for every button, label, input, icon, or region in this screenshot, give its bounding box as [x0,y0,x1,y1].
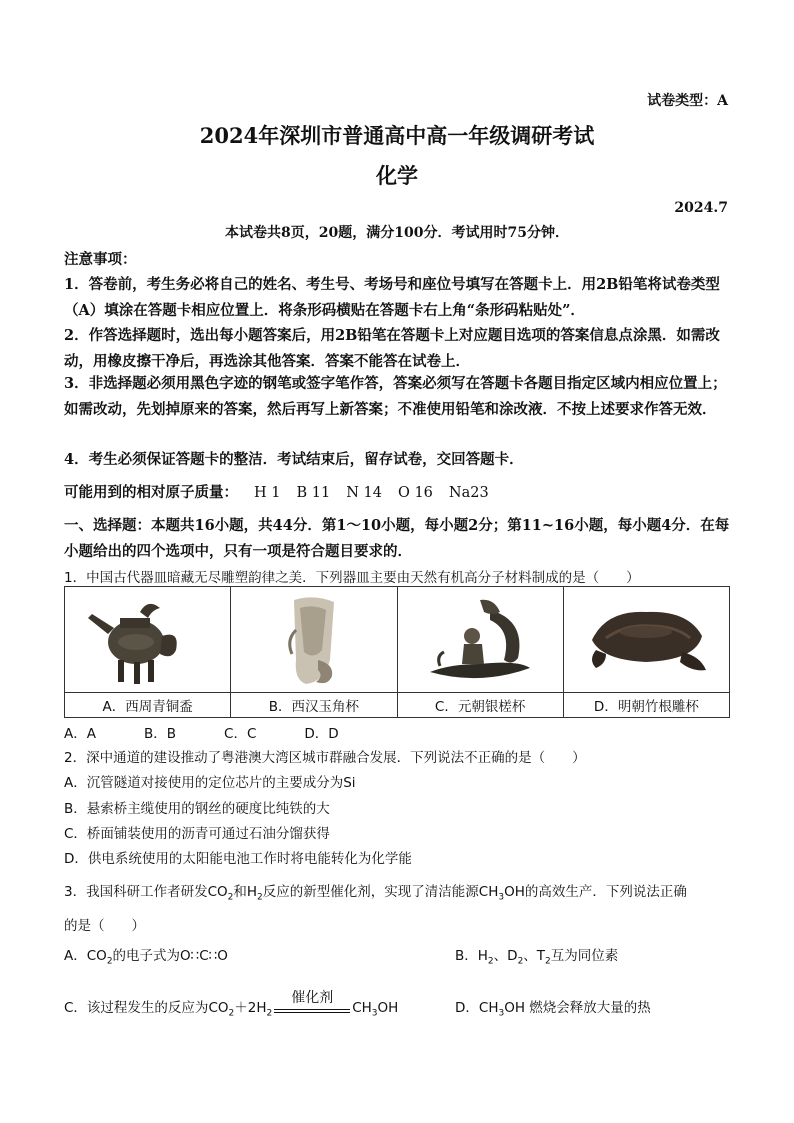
catalyst-label: 催化剂 [291,989,334,1006]
paper-type: 试卷类型：A [647,93,728,109]
equals-sign [274,1009,350,1013]
q3-stem-part-1: 3．我国科研工作者研发 [64,884,208,900]
q3b-text: 互为同位素 [550,948,619,964]
q3-co2: CO [207,884,228,900]
q3b-d-sub: 2 [517,956,524,967]
image-cell-d [563,587,729,693]
caption-a: A．西周青铜盉 [65,693,231,718]
q2-option-a: A．沉管隧道对接使用的定位芯片的主要成分为Si [64,775,356,791]
notice-item-1: 1．答卷前，考生务必将自己的姓名、考生号、考场号和座位号填写在答题卡上．用2B铅笔将试卷类型（A）填涂在答题卡相应位置上．将条形码横贴在答题卡右上角“条形码粘贴处”． [64,276,720,319]
jade-cup-image [234,590,394,690]
caption-b: B．西汉玉角杯 [231,693,397,718]
caption-c: C．元朝银槎杯 [397,693,563,718]
silver-raft-cup-image [400,590,560,690]
atomic-mass-n: N 14 [346,485,382,501]
q3b-t: 、T [523,948,546,964]
atomic-masses [64,481,489,502]
q3c-prefix: C．该过程发生的反应为 [64,1000,209,1016]
q2-option-d: D．供电系统使用的太阳能电池工作时将电能转化为化学能 [64,851,412,867]
q3c-product: CH [352,1000,372,1016]
question-3-stem [64,880,687,903]
question-3-stem-line-2: 的是（ ） [64,918,145,934]
q3b-t-sub: 2 [545,956,551,967]
q3-ch3oh: CH [478,884,499,900]
notice-heading: 注意事项： [64,251,137,268]
q3a-text: 的电子式为O∷C∷O [112,948,228,964]
atomic-mass-na: Na23 [448,485,489,501]
atomic-mass-o: O 16 [397,485,433,501]
notice-item-4: 4．考生必须保证答题卡的整洁．考试结束后，留存试卷，交回答题卡． [64,451,524,468]
q2-option-c: C．桥面铺装使用的沥青可通过石油分馏获得 [64,826,330,842]
q3-h2: H [246,884,258,900]
atomic-mass-b: B 11 [296,485,331,501]
catalyst-arrow [274,989,350,1019]
atomic-masses-label: 可能用到的相对原子质量： [64,484,238,501]
question-1-stem: 1．中国古代器皿暗藏无尽雕塑韵律之美．下列器皿主要由天然有机高分子材料制成的是（ ） [64,570,640,586]
q3d-text: OH 燃烧会释放大量的热 [504,1000,651,1016]
q3d-ch: CH [478,1000,499,1016]
q3c-co-sub: 2 [228,1008,235,1019]
q1-option-a: A．A [64,726,96,742]
image-cell-a [65,587,231,693]
q3b-prefix: B． [455,948,478,964]
q3a-sub: 2 [106,956,113,967]
notice-item-3: 3．非选择题必须用黑色字迹的钢笔或签字笔作答，答案必须写在答题卡各题目指定区域内相应位置上；如需改动，先划掉原来的答案，然后再写上新答案；不准使用铅笔和涂改液．不按上述要求作答无效． [64,375,727,418]
q3-oh: OH [504,884,525,900]
q3c-oh: OH [377,1000,399,1016]
q2-option-b: B．悬索桥主缆使用的钢丝的硬度比纯铁的大 [64,801,330,817]
question-2-stem: 2．深中通道的建设推动了粤港澳大湾区城市群融合发展．下列说法不正确的是（ ） [64,750,586,766]
image-cell-c [397,587,563,693]
bamboo-root-cup-image [566,590,726,690]
q3a-co: CO [86,948,107,964]
question-1-image-table [64,586,730,718]
q3-stem-part-3: 的高效生产．下列说法正确 [524,884,687,900]
exam-title: 2024年深圳市普通高中高一年级调研考试 [199,123,595,148]
notice-item-2: 2．作答选择题时，选出每小题答案后，用2B铅笔在答题卡上对应题目选项的答案信息点涂黑．如需改动，用橡皮擦干净后，再选涂其他答案．答案不能答在试卷上． [64,327,720,370]
q3-co2-sub: 2 [227,892,234,903]
image-cell-b [231,587,397,693]
caption-d: D．明朝竹根雕杯 [563,693,729,718]
q3b-d: 、D [493,948,518,964]
bronze-vessel-image [68,590,228,690]
section-1-heading: 一、选择题：本题共16小题，共44分．第1～10小题，每小题2分；第11~16小题，每小题4分．在每小题给出的四个选项中，只有一项是符合题目要求的． [64,517,730,560]
q1-option-b: B．B [143,726,177,742]
q1-option-c: C．C [224,726,257,742]
q3-option-c [64,989,399,1019]
q3c-co: CO [208,1000,229,1016]
q1-option-d: D．D [304,726,339,742]
exam-info: 本试卷共8页，20题，满分100分．考试用时75分钟． [225,225,569,241]
exam-date: 2024.7 [674,200,728,216]
q3a-prefix: A． [64,948,87,964]
q3-stem-part-2: 反应的新型催化剂，实现了清洁能源 [262,884,479,900]
q3c-h-sub: 2 [266,1008,273,1019]
atomic-mass-h: H 1 [254,485,281,501]
q3-option-d [455,996,651,1019]
q3b-h: H [477,948,488,964]
q3-h2-sub: 2 [257,892,263,903]
q3-option-a [64,944,228,967]
exam-subject: 化学 [376,163,418,188]
q3-ch3oh-sub: 3 [498,892,505,903]
q3-and: 和 [233,884,247,900]
question-1-options [64,722,387,742]
q3b-h-sub: 2 [487,956,494,967]
q3c-plus-h: ＋2H [234,1000,267,1016]
q3c-product-sub: 3 [371,1008,378,1019]
q3-option-b [455,944,618,967]
q3d-sub: 3 [498,1008,505,1019]
q3d-prefix: D． [455,1000,479,1016]
